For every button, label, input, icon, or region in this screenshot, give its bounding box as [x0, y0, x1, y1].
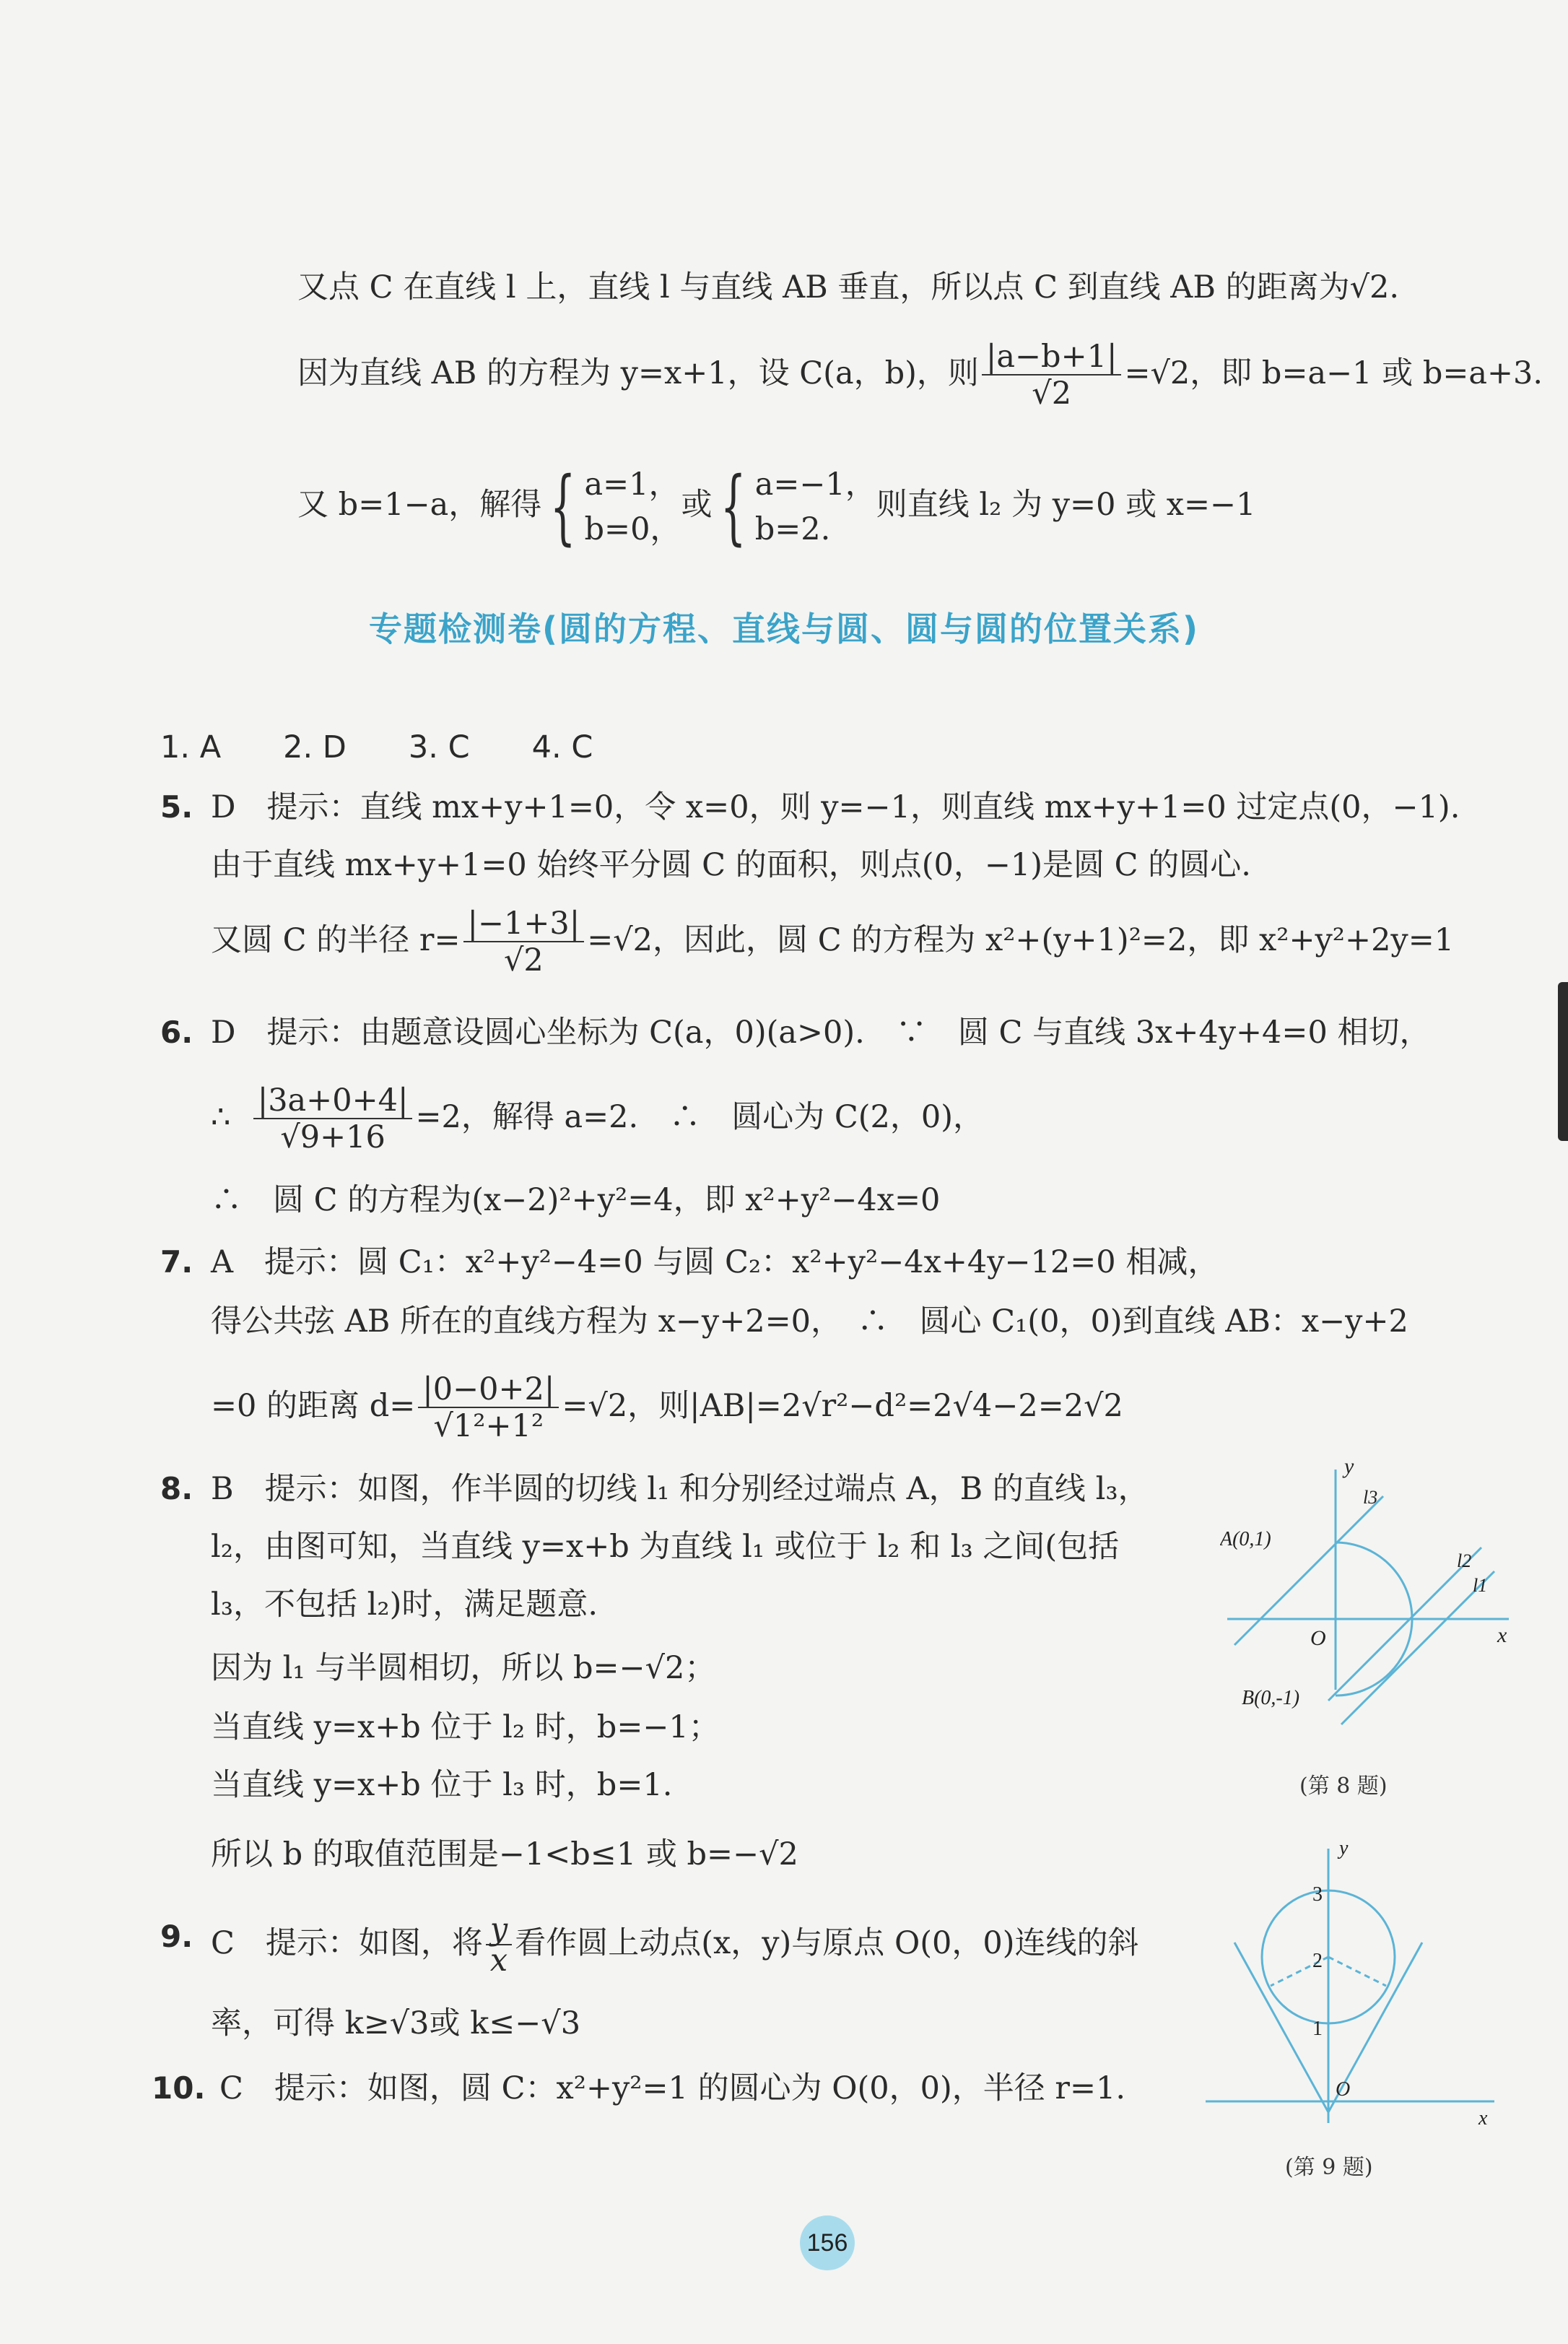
text-fragment: 又圆 C 的半径 r= — [211, 922, 461, 958]
page-edge-shadow — [1558, 982, 1568, 1141]
figure-q8 — [1220, 1451, 1516, 1726]
text-fragment: 因为直线 AB 的方程为 y=x+1，设 C(a，b)，则 — [297, 355, 979, 391]
axis-label-y: y — [1339, 1837, 1349, 1859]
point-b-label: B(0,-1) — [1242, 1687, 1300, 1709]
text-line — [297, 339, 1543, 412]
fraction-numerator: |−1+3| — [463, 906, 585, 942]
text-fragment: =√2，因此，圆 C 的方程为 x²+(y+1)²=2，即 x²+y²+2y=1 — [587, 922, 1455, 958]
text-line — [211, 906, 1454, 978]
equation: b=2. — [754, 511, 831, 547]
left-brace-icon: { — [720, 460, 746, 554]
text-fragment: =0 的距离 d= — [211, 1388, 416, 1424]
figure-caption: (第 8 题) — [1299, 1774, 1388, 1799]
question-number: 10. — [152, 2070, 206, 2106]
tick-label: 3 — [1312, 1883, 1323, 1906]
question-number: 9. — [160, 1919, 193, 1954]
text-line: 因为 l₁ 与半圆相切，所以 b=−√2； — [211, 1650, 716, 1686]
equation: a=−1， — [754, 466, 876, 503]
question-number: 8. — [160, 1471, 193, 1506]
page-number: 156 — [800, 2215, 855, 2270]
fraction — [253, 1083, 413, 1155]
left-brace-icon: { — [550, 460, 576, 554]
radius-right — [1328, 1957, 1386, 1986]
text-line — [297, 462, 1255, 552]
text-line: 所以 b 的取值范围是−1<b≤1 或 b=−√2 — [211, 1836, 798, 1872]
text-line — [211, 1911, 1139, 1979]
equation-system — [755, 462, 876, 552]
answers-1-4: 1. A 2. D 3. C 4. C — [160, 729, 593, 765]
tick-label: 1 — [1312, 2018, 1323, 2040]
text-line: 当直线 y=x+b 位于 l₃ 时，b=1. — [211, 1767, 673, 1803]
text-line: ∴ 圆 C 的方程为(x−2)²+y²=4，即 x²+y²−4x=0 — [211, 1182, 941, 1218]
text-line — [211, 1083, 984, 1155]
fraction — [418, 1372, 559, 1444]
text-fragment: 又 b=1−a，解得 — [297, 487, 542, 523]
question-number: 6. — [160, 1015, 193, 1050]
fraction — [982, 339, 1122, 412]
axis-label-y: y — [1344, 1454, 1354, 1478]
fraction-numerator: |3a+0+4| — [253, 1083, 413, 1119]
text-fragment: C 提示：如图，将 — [211, 1925, 483, 1961]
text-fragment: =√2，则|AB|=2√r²−d²=2√4−2=2√2 — [562, 1388, 1123, 1424]
text-fragment: =√2，即 b=a−1 或 b=a+3. — [1124, 355, 1543, 391]
figure-caption: (第 9 题) — [1285, 2155, 1373, 2180]
equation: b=0， — [584, 511, 681, 547]
text-line: D 提示：由题意设圆心坐标为 C(a，0)(a>0). ∵ 圆 C 与直线 3x+4y+4=0 相切， — [211, 1015, 1431, 1051]
text-line: A 提示：圆 C₁：x²+y²−4=0 与圆 C₂：x²+y²−4x+4y−12=0 相减， — [211, 1244, 1219, 1280]
text-fragment: 看作圆上动点(x，y)与原点 O(0，0)连线的斜 — [515, 1925, 1139, 1961]
fraction-denominator: x — [489, 1943, 508, 1979]
equation: a=1， — [584, 466, 680, 503]
axis-label-x: x — [1478, 2107, 1488, 2130]
fraction-denominator: √2 — [503, 942, 544, 978]
origin-label: O — [1336, 2078, 1351, 2101]
fraction-numerator: y — [486, 1915, 512, 1945]
text-line: l₂，由图可知，当直线 y=x+b 为直线 l₁ 或位于 l₂ 和 l₃ 之间(包括 — [211, 1529, 1120, 1565]
origin-label: O — [1310, 1626, 1326, 1650]
fraction-numerator: |a−b+1| — [982, 339, 1122, 376]
text-fragment: ∴ — [211, 1099, 231, 1135]
equation-system — [585, 462, 681, 552]
line-label-l2: l2 — [1457, 1550, 1472, 1571]
axis-label-x: x — [1497, 1623, 1507, 1647]
question-number: 5. — [160, 789, 193, 825]
text-line: C 提示：如图，圆 C：x²+y²=1 的圆心为 O(0，0)，半径 r=1. — [219, 2070, 1126, 2106]
fraction — [486, 1911, 512, 1979]
text-line: l₃，不包括 l₂)时，满足题意. — [211, 1586, 598, 1623]
text-line — [211, 1372, 1123, 1444]
line-l1 — [1341, 1571, 1494, 1724]
text-line: 当直线 y=x+b 位于 l₂ 时，b=−1； — [211, 1709, 720, 1745]
question-number: 7. — [160, 1244, 193, 1280]
text-line: 得公共弦 AB 所在的直线方程为 x−y+2=0， ∴ 圆心 C₁(0，0)到直线 AB：x−y+2 — [211, 1303, 1408, 1340]
point-a-label: A(0,1) — [1220, 1528, 1271, 1550]
fraction-denominator: √2 — [1032, 376, 1072, 412]
figure-q9 — [1191, 1834, 1516, 2137]
text-line: 由于直线 mx+y+1=0 始终平分圆 C 的面积，则点(0，−1)是圆 C 的圆心. — [211, 847, 1251, 883]
text-line: 率，可得 k≥√3或 k≤−√3 — [211, 2005, 581, 2041]
text-fragment: =2，解得 a=2. ∴ 圆心为 C(2，0)， — [415, 1099, 985, 1135]
line-label-l1: l1 — [1473, 1575, 1488, 1596]
fraction-denominator: √9+16 — [280, 1119, 386, 1155]
tick-label: 2 — [1312, 1950, 1323, 1972]
line-label-l3: l3 — [1363, 1487, 1378, 1508]
text-fragment: 则直线 l₂ 为 y=0 或 x=−1 — [876, 487, 1256, 523]
section-title: 专题检测卷(圆的方程、直线与圆、圆与圆的位置关系) — [368, 609, 1200, 648]
fraction-numerator: |0−0+2| — [418, 1372, 559, 1408]
fraction — [463, 906, 585, 978]
text-line: B 提示：如图，作半圆的切线 l₁ 和分别经过端点 A，B 的直线 l₃， — [211, 1471, 1149, 1507]
text-line: 又点 C 在直线 l 上，直线 l 与直线 AB 垂直，所以点 C 到直线 AB 的距离为√2. — [297, 269, 1400, 305]
fraction-denominator: √1²+1² — [433, 1408, 544, 1444]
text-line: D 提示：直线 mx+y+1=0，令 x=0，则 y=−1，则直线 mx+y+1=0 过定点(0，−1). — [211, 789, 1460, 825]
line-l3 — [1234, 1496, 1383, 1645]
text-fragment: 或 — [681, 487, 713, 523]
